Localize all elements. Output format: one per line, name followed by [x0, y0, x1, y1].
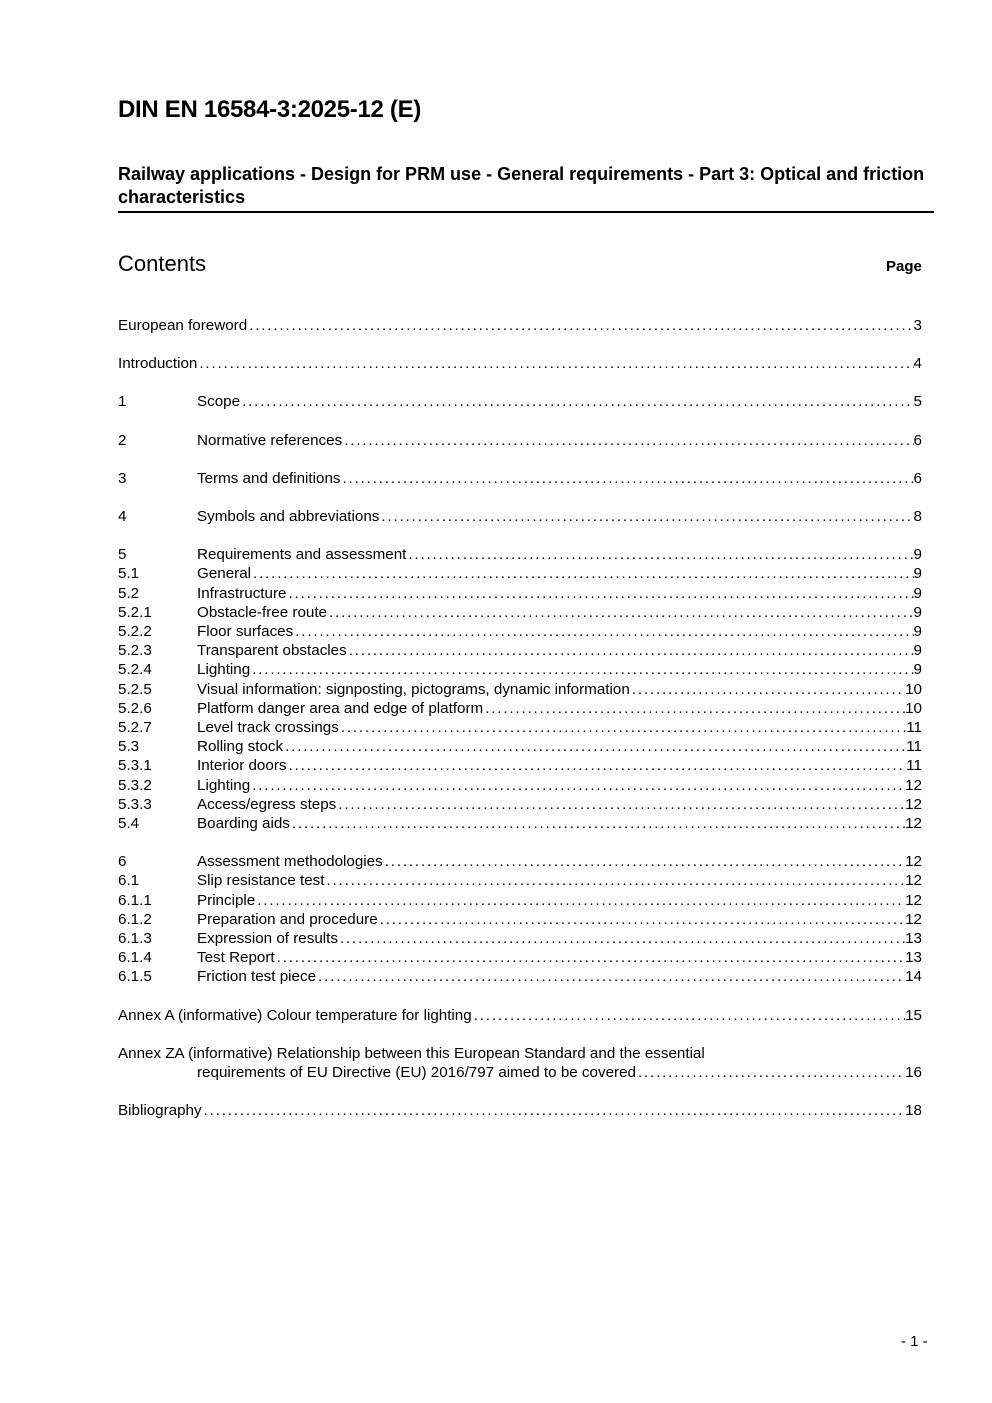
toc-entry-number: 5.1 [118, 565, 140, 583]
toc-entry-number: 5.2.6 [118, 699, 152, 717]
toc-leader-dots [316, 967, 905, 986]
toc-entry-title: Rolling stock [197, 738, 284, 756]
toc-entry-title: Lighting [197, 776, 251, 794]
page-number: - 1 - [901, 1333, 928, 1350]
toc-entry-title: Terms and definitions [197, 469, 341, 487]
toc-entry-title: Lighting [197, 661, 251, 679]
toc-entry-5-2-3[interactable] [118, 641, 922, 660]
toc-leader-dots [483, 699, 905, 718]
toc-entry-number: 5.3.1 [118, 757, 152, 775]
toc-entry-title: Introduction [118, 355, 198, 373]
toc-entry-page: 9 [913, 603, 922, 621]
toc-leader-dots [338, 929, 905, 948]
toc-leader-dots [250, 776, 905, 795]
toc-leader-dots [283, 737, 906, 756]
toc-leader-dots [406, 545, 913, 564]
toc-entry-number: 5.2 [118, 584, 140, 602]
toc-entry-number: 5.3.2 [118, 776, 152, 794]
toc-entry-annex-za-continued[interactable] [118, 1063, 922, 1082]
toc-entry-title: Expression of results [197, 930, 338, 948]
toc-entry-page: 10 [905, 680, 922, 698]
toc-leader-dots [472, 1006, 905, 1025]
toc-entry-title: Scope [197, 393, 241, 411]
toc-entry-5-2-5[interactable] [118, 680, 922, 699]
toc-entry-title: Level track crossings [197, 719, 339, 737]
toc-entry-page: 9 [913, 546, 922, 564]
toc-entry-title: Preparation and procedure [197, 910, 378, 928]
toc-entry-number: 5.2.7 [118, 719, 152, 737]
toc-entry-title: Slip resistance test [197, 872, 325, 890]
toc-entry-5-3-2[interactable] [118, 776, 922, 795]
toc-entry-5[interactable] [118, 545, 922, 564]
toc-entry-number: 6.1.5 [118, 968, 152, 986]
toc-entry-page: 15 [905, 1006, 922, 1024]
toc-entry-title: Floor surfaces [197, 623, 294, 641]
toc-entry-number: 6.1.1 [118, 891, 152, 909]
toc-leader-dots [341, 469, 914, 488]
toc-entry-page: 12 [905, 815, 922, 833]
toc-leader-dots [275, 948, 905, 967]
toc-entry-5-2-2[interactable] [118, 622, 922, 641]
toc-entry-title: European foreword [118, 317, 248, 334]
toc-leader-dots [342, 431, 913, 450]
toc-entry-5-4[interactable] [118, 814, 922, 833]
toc-entry-3[interactable] [118, 469, 922, 488]
toc-entry-number: 3 [118, 469, 127, 487]
document-title: Railway applications - Design for PRM use - General requirements - Part 3: Optical and friction characteristics [118, 163, 934, 213]
toc-entry-5-2-4[interactable] [118, 660, 922, 679]
toc-entry-6-1-4[interactable] [118, 948, 922, 967]
toc-entry-title: Assessment methodologies [197, 853, 383, 871]
toc-entry-title: Friction test piece [197, 968, 317, 986]
table-of-contents [118, 316, 922, 1121]
toc-entry-page: 13 [905, 949, 922, 967]
toc-entry-title: Symbols and abbreviations [197, 508, 380, 526]
toc-entry-2[interactable] [118, 431, 922, 450]
toc-entry-page: 6 [913, 469, 922, 487]
toc-entry-page: 12 [905, 795, 922, 813]
toc-entry-6-1-5[interactable] [118, 967, 922, 986]
toc-entry-title: Transparent obstacles [197, 642, 347, 660]
toc-leader-dots [378, 910, 905, 929]
toc-entry-title: Infrastructure [197, 584, 287, 602]
toc-entry-number: 5.2.4 [118, 661, 152, 679]
toc-entry-number: 6.1.3 [118, 930, 152, 948]
toc-leader-dots [336, 795, 905, 814]
toc-entry-title: requirements of EU Directive (EU) 2016/797 aimed to be covered [197, 1064, 636, 1082]
toc-leader-dots [247, 316, 913, 335]
toc-entry-page: 12 [905, 910, 922, 928]
toc-entry-number: 5.2.1 [118, 603, 152, 621]
toc-entry-number: 5.2.3 [118, 642, 152, 660]
toc-entry-number: 1 [118, 393, 127, 411]
toc-entry-5-3-3[interactable] [118, 795, 922, 814]
toc-entry-number: 5.2.2 [118, 623, 152, 641]
toc-leader-dots [379, 507, 913, 526]
document-number: DIN EN 16584-3:2025-12 (E) [118, 96, 422, 123]
toc-entry-5-3[interactable] [118, 737, 922, 756]
toc-entry-title: Obstacle-free route [197, 603, 327, 621]
toc-entry-title: Annex ZA (informative) Relationship between this European Standard and the essential [118, 1044, 705, 1062]
toc-entry-5-2-7[interactable] [118, 718, 922, 737]
toc-entry-6-1[interactable] [118, 871, 922, 890]
toc-entry-number: 6.1 [118, 872, 140, 890]
toc-entry-5-1[interactable] [118, 564, 922, 583]
toc-entry-6[interactable] [118, 852, 922, 871]
toc-leader-dots [286, 584, 913, 603]
toc-leader-dots [293, 622, 913, 641]
toc-entry-number: 6 [118, 853, 127, 871]
toc-leader-dots [347, 641, 914, 660]
toc-entry-page: 4 [913, 355, 922, 373]
toc-entry-page: 6 [913, 431, 922, 449]
toc-leader-dots [197, 354, 913, 373]
toc-entry-annex-za[interactable] [118, 1044, 922, 1063]
toc-entry-4[interactable] [118, 507, 922, 526]
toc-entry-page: 16 [905, 1064, 922, 1082]
toc-entry-page: 10 [905, 699, 922, 717]
toc-entry-page: 11 [906, 738, 922, 756]
toc-entry-6-1-2[interactable] [118, 910, 922, 929]
toc-entry-page: 3 [913, 317, 922, 334]
toc-entry-number: 5.3.3 [118, 795, 152, 813]
toc-entry-title: Access/egress steps [197, 795, 337, 813]
toc-entry-page: 9 [913, 565, 922, 583]
toc-entry-5-2-1[interactable] [118, 603, 922, 622]
toc-entry-page: 11 [906, 719, 922, 737]
toc-entry-number: 2 [118, 431, 127, 449]
toc-entry-page: 12 [905, 872, 922, 890]
toc-entry-page: 12 [905, 891, 922, 909]
toc-entry-5-2-6[interactable] [118, 699, 922, 718]
toc-leader-dots [327, 603, 914, 622]
toc-entry-title: Normative references [197, 431, 343, 449]
toc-entry-page: 12 [905, 853, 922, 871]
toc-entry-title: Platform danger area and edge of platform [197, 699, 484, 717]
toc-entry-page: 11 [906, 757, 922, 775]
toc-entry-title: Interior doors [197, 757, 287, 775]
toc-entry-1[interactable] [118, 392, 922, 411]
toc-entry-5-2[interactable] [118, 584, 922, 603]
toc-leader-dots [251, 564, 914, 583]
toc-entry-page: 9 [913, 623, 922, 641]
toc-entry-5-3-1[interactable] [118, 756, 922, 775]
toc-entry-number: 5.4 [118, 815, 140, 833]
toc-entry-number: 5 [118, 546, 127, 564]
toc-leader-dots [383, 852, 905, 871]
toc-leader-dots [339, 718, 906, 737]
toc-entry-title: Bibliography [118, 1102, 202, 1120]
toc-leader-dots [630, 680, 905, 699]
toc-entry-title: General [197, 565, 252, 583]
toc-entry-title: Annex A (informative) Colour temperature for lighting [118, 1006, 472, 1024]
toc-entry-number: 6.1.4 [118, 949, 152, 967]
toc-entry-page: 14 [905, 968, 922, 986]
toc-entry-page: 5 [913, 393, 922, 411]
toc-entry-page: 9 [913, 642, 922, 660]
contents-heading: Contents [118, 251, 207, 276]
toc-leader-dots [255, 891, 905, 910]
toc-leader-dots [240, 392, 913, 411]
toc-entry-title: Requirements and assessment [197, 546, 407, 564]
toc-entry-page: 12 [905, 776, 922, 794]
toc-entry-number: 6.1.2 [118, 910, 152, 928]
toc-entry-page: 9 [913, 661, 922, 679]
toc-entry-title: Test Report [197, 949, 275, 967]
toc-leader-dots [290, 814, 905, 833]
toc-entry-number: 5.3 [118, 738, 140, 756]
toc-entry-page: 9 [913, 584, 922, 602]
toc-leader-dots [250, 660, 913, 679]
toc-entry-foreword[interactable] [118, 316, 922, 335]
toc-entry-bibliography[interactable] [118, 1101, 922, 1120]
toc-leader-dots [202, 1101, 906, 1120]
toc-entry-6-1-3[interactable] [118, 929, 922, 948]
toc-entry-page: 13 [905, 930, 922, 948]
toc-entry-page: 18 [905, 1102, 922, 1120]
toc-entry-introduction[interactable] [118, 354, 922, 373]
toc-entry-title: Boarding aids [197, 815, 290, 833]
toc-entry-number: 5.2.5 [118, 680, 152, 698]
toc-entry-title: Visual information: signposting, pictograms, dynamic information [197, 680, 630, 698]
toc-leader-dots [324, 871, 905, 890]
toc-entry-page: 8 [913, 508, 922, 526]
toc-entry-number: 4 [118, 508, 127, 526]
page-column-label: Page [886, 258, 922, 275]
toc-entry-title: Principle [197, 891, 256, 909]
toc-leader-dots [636, 1063, 905, 1082]
toc-leader-dots [286, 756, 906, 775]
toc-entry-6-1-1[interactable] [118, 891, 922, 910]
toc-entry-annex-a[interactable] [118, 1006, 922, 1025]
